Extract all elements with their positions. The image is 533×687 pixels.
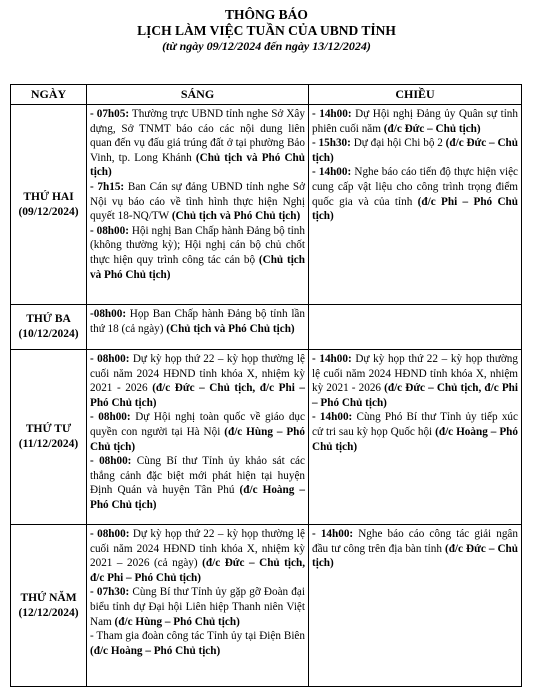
entry-time: - 15h30:	[312, 137, 351, 150]
date-range: (từ ngày 09/12/2024 đến ngày 13/12/2024)	[162, 39, 371, 53]
entry-assignee: (đ/c Phi – Phó Chủ tịch)	[312, 195, 519, 223]
entry-assignee: (đ/c Đức – Chủ tịch)	[312, 542, 518, 570]
entry-text: Nghe báo cáo công tác giải ngân đầu tư công trên địa bàn tỉnh	[312, 528, 518, 555]
column-header-afternoon: CHIỀU	[309, 85, 522, 105]
schedule-entry	[90, 307, 305, 336]
schedule-entry	[312, 410, 518, 454]
entry-text: Cùng Bí thư Tỉnh ủy gặp gỡ Đoàn đại biểu tỉnh dự Đại hội Liên hiệp Thanh niên Việt Nam	[90, 586, 305, 628]
entry-time: - 14h00:	[312, 528, 354, 540]
entry-text: Hội nghị Ban Chấp hành Đảng bộ tỉnh (không thường kỳ); Hội nghị cán bộ chủ chốt thực hiện quy trình công tác cán bộ	[90, 224, 305, 266]
entry-time: - 14h00:	[312, 353, 352, 365]
entry-assignee: (đ/c Đức – Chủ tịch)	[312, 137, 518, 164]
schedule-entry	[90, 454, 305, 512]
entry-text: Dự kỳ họp thứ 22 – kỳ họp thường lệ cuối năm 2024 HĐND tỉnh khóa X, nhiệm kỳ 2021 - 2026	[90, 353, 305, 395]
day-cell	[11, 105, 87, 305]
day-name: THỨ NĂM	[20, 591, 77, 604]
afternoon-cell	[309, 350, 522, 525]
entry-text: Dự đại hội Chi bộ 2	[350, 137, 446, 150]
column-header-morning: SÁNG	[87, 85, 309, 105]
schedule-entry	[90, 527, 305, 585]
entry-time: - 14h00:	[312, 166, 352, 179]
table-row	[11, 305, 522, 350]
document-title: THÔNG BÁO	[225, 7, 308, 22]
schedule-entry	[90, 180, 305, 224]
table-row	[11, 105, 522, 305]
schedule-table	[10, 84, 522, 687]
schedule-entry	[312, 527, 518, 571]
day-date: (12/12/2024)	[18, 606, 79, 619]
day-name: THỨ HAI	[23, 190, 74, 203]
entry-time: - 08h00:	[90, 411, 131, 424]
day-cell	[11, 350, 87, 525]
entry-assignee: (đ/c Đức – Chủ tịch, đ/c Phi – Phó Chủ tịch)	[90, 382, 305, 409]
schedule-entry	[312, 352, 518, 410]
schedule-entry	[90, 585, 305, 629]
entry-text: Cùng Phó Bí thư Tỉnh ủy tiếp xúc cử tri sau kỳ họp Quốc hội	[312, 411, 518, 438]
day-name: THỨ TƯ	[25, 423, 72, 435]
entry-assignee: (đ/c Đức – Chủ tịch, đ/c Phi – Phó Chủ tịch)	[312, 382, 518, 409]
day-date: (09/12/2024)	[18, 205, 79, 218]
afternoon-cell	[309, 305, 522, 350]
table-row	[11, 350, 522, 525]
schedule-entry	[90, 224, 305, 282]
entry-assignee: (đ/c Hoàng – Phó Chủ tịch)	[312, 425, 518, 453]
entry-time: - 07h05:	[90, 108, 130, 120]
entry-time: - 14h00:	[312, 108, 352, 120]
entry-assignee: (Chủ tịch và Phó Chủ tịch)	[171, 210, 301, 223]
entry-assignee: (đ/c Hoàng – Phó Chủ tịch)	[90, 644, 221, 657]
entry-assignee: (đ/c Hùng – Phó Chủ tịch)	[90, 425, 305, 453]
entry-time: - 08h00:	[90, 353, 130, 365]
day-cell	[11, 305, 87, 350]
schedule-entry	[312, 107, 518, 136]
entry-assignee: (đ/c Hoàng – Phó Chủ tịch)	[90, 484, 305, 511]
schedule-entry	[90, 107, 305, 180]
entry-assignee: (Chủ tịch và Phó Chủ tịch)	[90, 253, 305, 281]
table-row	[11, 525, 522, 687]
schedule-entry	[312, 165, 518, 223]
entry-text: Nghe báo cáo tiến độ thực hiện việc cung cấp vật liệu cho công trình trọng điểm quốc gia và của tỉnh	[312, 166, 518, 208]
afternoon-cell	[309, 525, 522, 687]
entry-assignee: (đ/c Đức – Chủ tịch, đ/c Phi – Phó Chủ tịch)	[90, 557, 305, 584]
entry-time: - 07h30:	[90, 586, 130, 599]
entry-assignee: (đ/c Hùng – Phó Chủ tịch)	[114, 615, 240, 628]
schedule-entry	[90, 410, 305, 454]
entry-text: Dự kỳ họp thứ 22 – kỳ họp thường lệ cuối năm 2024 HĐND tỉnh khóa X, nhiệm kỳ 2021 – 2026 (cả ngày)	[90, 528, 305, 570]
table-header-row	[11, 85, 522, 105]
entry-text: - Tham gia đoàn công tác Tỉnh ủy tại Điện Biên	[90, 630, 305, 643]
day-date: (11/12/2024)	[18, 438, 79, 450]
entry-text: Ban Cán sự đảng UBND tỉnh nghe Sở Nội vụ báo cáo về tình hình thực hiện Nghị quyết 18-NQ/TW	[90, 180, 305, 223]
day-name: THỨ BA	[26, 313, 71, 325]
day-cell	[11, 525, 87, 687]
entry-time: - 08h00:	[90, 455, 132, 468]
schedule-entry	[90, 352, 305, 410]
day-date: (10/12/2024)	[18, 328, 79, 340]
entry-assignee: (Chủ tịch và Phó Chủ tịch)	[90, 151, 305, 179]
entry-text: Thường trực UBND tỉnh nghe Sở Xây dựng, Sở TNMT báo cáo các nội dung liên quan đến vụ đấu giá trúng đất ở tại phường Bảo Vinh, tp. Long Khánh	[90, 108, 305, 164]
entry-assignee: (đ/c Đức – Chủ tịch)	[383, 122, 481, 135]
entry-time: -08h00:	[90, 308, 127, 320]
entry-assignee: (Chủ tịch và Phó Chủ tịch)	[166, 322, 295, 335]
entry-time: - 7h15:	[90, 180, 125, 193]
document-subtitle: LỊCH LÀM VIỆC TUẦN CỦA UBND TỈNH	[137, 23, 396, 38]
entry-text: Cùng Bí thư Tỉnh ủy khảo sát các thắng cảnh đặc biệt mới phát hiện tại huyện Định Quán và huyện Tân Phú	[90, 455, 305, 497]
afternoon-cell	[309, 105, 522, 305]
morning-cell	[87, 350, 309, 525]
morning-cell	[87, 525, 309, 687]
entry-text: Dự Hội nghị Đảng ủy Quân sự tỉnh phiên cuối năm	[312, 108, 518, 135]
entry-time: - 08h00:	[90, 224, 129, 237]
entry-text: Dự Hội nghị toàn quốc về giáo dục quyền con người tại Hà Nội	[90, 411, 305, 438]
entry-time: - 14h00:	[312, 411, 353, 424]
schedule-entry	[90, 629, 305, 658]
entry-time: - 08h00:	[90, 528, 130, 540]
entry-text: Dự kỳ họp thứ 22 – kỳ họp thường lệ cuối năm 2024 HĐND tỉnh khóa X, nhiệm kỳ 2021 - 2026	[312, 353, 518, 395]
column-header-day: NGÀY	[11, 85, 87, 105]
entry-text: Họp Ban Chấp hành Đảng bộ tỉnh lần thứ 18 (cả ngày)	[90, 308, 305, 335]
schedule-entry	[312, 136, 518, 165]
morning-cell	[87, 105, 309, 305]
morning-cell	[87, 305, 309, 350]
